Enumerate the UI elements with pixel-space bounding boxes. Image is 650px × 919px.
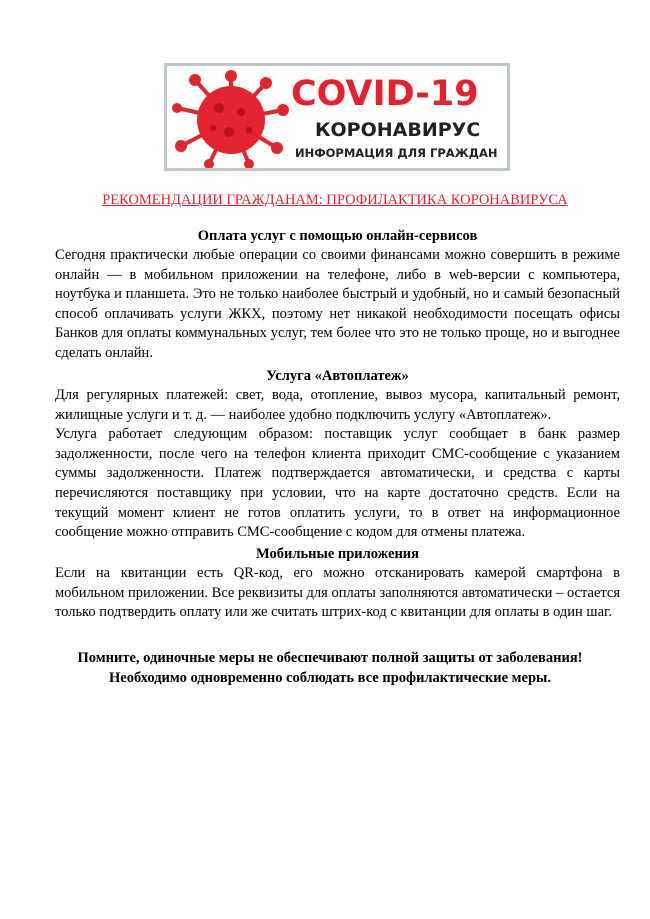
- closing-line: Необходимо одновременно соблюдать все профилактические меры.: [109, 670, 551, 686]
- covid-banner: [164, 63, 510, 171]
- closing-line: Помните, одиночные меры не обеспечивают полной защиты от заболевания!: [77, 650, 583, 666]
- virus-icon: [171, 68, 293, 168]
- paragraph: Услуга работает следующим образом: поставщик услуг сообщает в банк размер задолженности, после чего на телефон клиента приходит СМС-сообщение с указанием суммы задолженности. Платеж подтверждается автоматически, и средства с карты перечисляются поставщику при условии, что на карте достаточно средств. Если на текущий момент клиент не готов оплатить услуги, то в ответ на информационное сообщение можно отправить СМС-сообщение с кодом для отмены платежа.: [55, 426, 620, 541]
- paragraph: Сегодня практически любые операции со своими финансами можно совершить в режиме онлайн — в мобильном приложении на телефоне, либо в web-версии с компьютера, ноутбука и планшета. Это не только наиболее быстрый и удобный, но и самый безопасный способ оплачивать услуги ЖКХ, поэтому нет никакой необходимости посещать офисы Банков для оплаты коммунальных услуг, тем более что это не только проще, но и выгоднее сделать онлайн.: [55, 247, 620, 361]
- section-heading: Мобильные приложения: [256, 546, 419, 562]
- section-heading: Услуга «Автоплатеж»: [266, 368, 409, 384]
- section-online-payment: [55, 226, 620, 364]
- section-mobile-apps: [55, 544, 620, 623]
- banner-title: COVID-19: [291, 74, 479, 114]
- paragraph: Для регулярных платежей: свет, вода, отопление, вывоз мусора, капитальный ремонт, жилищные услуги и т. д. — наиболее удобно подключить услугу «Автоплатеж».: [55, 387, 620, 423]
- section-autopayment: [55, 366, 620, 543]
- section-heading: Оплата услуг с помощью онлайн-сервисов: [197, 228, 478, 244]
- banner-info: ИНФОРМАЦИЯ ДЛЯ ГРАЖДАН: [295, 146, 498, 160]
- document-title: РЕКОМЕНДАЦИИ ГРАЖДАНАМ: ПРОФИЛАКТИКА КОРОНАВИРУСА: [102, 192, 568, 208]
- banner-subtitle: КОРОНАВИРУС: [315, 119, 481, 141]
- closing-note: [30, 648, 630, 688]
- paragraph: Если на квитанции есть QR-код, его можно отсканировать камерой смартфона в мобильном приложении. Все реквизиты для оплаты заполняются автоматически – остается только подтвердить оплату или же считать штрих-код с квитанции для оплаты в один шаг.: [55, 565, 620, 621]
